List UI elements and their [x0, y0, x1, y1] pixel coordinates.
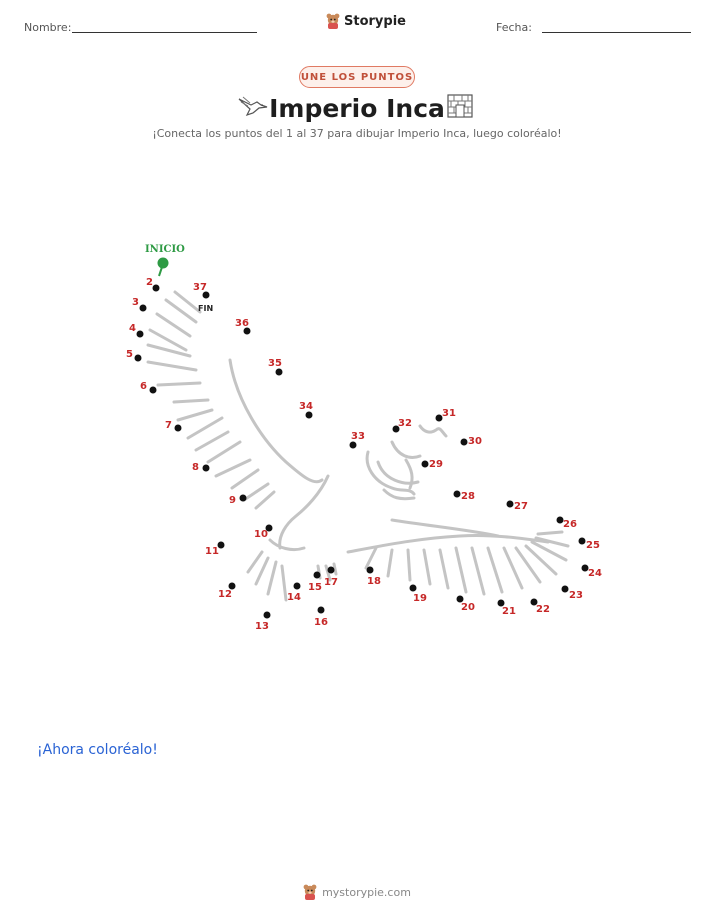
- bear-logo-icon: [303, 884, 317, 900]
- end-label: FIN: [198, 304, 214, 313]
- dot-number: 18: [367, 576, 381, 587]
- dot-5[interactable]: [135, 355, 142, 362]
- dot-number: 7: [165, 420, 172, 431]
- dot-9[interactable]: [240, 495, 247, 502]
- start-label: INICIO: [145, 244, 185, 255]
- dot-27[interactable]: [507, 501, 514, 508]
- dot-30[interactable]: [461, 439, 468, 446]
- dot-number: 37: [193, 282, 207, 293]
- dot-6[interactable]: [150, 387, 157, 394]
- dot-8[interactable]: [203, 465, 210, 472]
- dot-number: 14: [287, 592, 301, 603]
- dot-18[interactable]: [367, 567, 374, 574]
- dot-4[interactable]: [137, 331, 144, 338]
- dot-29[interactable]: [422, 461, 429, 468]
- brand-name: Storypie: [344, 13, 406, 29]
- dot-3[interactable]: [140, 305, 147, 312]
- dot-7[interactable]: [175, 425, 182, 432]
- color-prompt: ¡Ahora coloréalo!: [37, 742, 158, 758]
- dot-25[interactable]: [579, 538, 586, 545]
- dot-28[interactable]: [454, 491, 461, 498]
- dot-number: 6: [140, 381, 147, 392]
- dot-35[interactable]: [276, 369, 283, 376]
- dot-number: 27: [514, 501, 528, 512]
- dot-number: 2: [146, 277, 153, 288]
- dot-number: 10: [254, 529, 268, 540]
- dot-number: 31: [442, 408, 456, 419]
- dot-19[interactable]: [410, 585, 417, 592]
- dot-number: 15: [308, 582, 322, 593]
- dot-number: 23: [569, 590, 583, 601]
- dot-number: 11: [205, 546, 219, 557]
- activity-badge: UNE LOS PUNTOS: [299, 66, 415, 88]
- dot-15[interactable]: [314, 572, 321, 579]
- dot-number: 17: [324, 577, 338, 588]
- footer: [0, 884, 714, 900]
- footer-url[interactable]: mystorypie.com: [322, 885, 411, 899]
- dot-number: 4: [129, 323, 136, 334]
- dot-16[interactable]: [318, 607, 325, 614]
- dot-number: 9: [229, 495, 236, 506]
- dot-number: 20: [461, 602, 475, 613]
- dot-14[interactable]: [294, 583, 301, 590]
- dot-number: 3: [132, 297, 139, 308]
- dot-number: 16: [314, 617, 328, 628]
- date-label: Fecha:: [496, 21, 532, 34]
- dot-number: 32: [398, 418, 412, 429]
- name-label: Nombre:: [24, 21, 72, 34]
- dot-number: 33: [351, 431, 365, 442]
- dot-number: 24: [588, 568, 602, 579]
- dot-number: 36: [235, 318, 249, 329]
- dot-number: 34: [299, 401, 313, 412]
- instructions: ¡Conecta los puntos del 1 al 37 para dibujar Imperio Inca, luego coloréalo!: [152, 127, 562, 140]
- dot-number: 25: [586, 540, 600, 551]
- dot-2[interactable]: [153, 285, 160, 292]
- dot-17[interactable]: [328, 567, 335, 574]
- dot-number: 8: [192, 462, 199, 473]
- start-dot[interactable]: [158, 258, 169, 269]
- dot-number: 26: [563, 519, 577, 530]
- dot-number: 29: [429, 459, 443, 470]
- dot-number: 30: [468, 436, 482, 447]
- dot-33[interactable]: [350, 442, 357, 449]
- dot-13[interactable]: [264, 612, 271, 619]
- dot-number: 12: [218, 589, 232, 600]
- dot-number: 19: [413, 593, 427, 604]
- dot-23[interactable]: [562, 586, 569, 593]
- dot-number: 28: [461, 491, 475, 502]
- dot-number: 21: [502, 606, 516, 617]
- dot-number: 5: [126, 349, 133, 360]
- page-title: Imperio Inca: [269, 94, 445, 123]
- dot-number: 35: [268, 358, 282, 369]
- dot-number: 13: [255, 621, 269, 632]
- dot-number: 22: [536, 604, 550, 615]
- dot-34[interactable]: [306, 412, 313, 419]
